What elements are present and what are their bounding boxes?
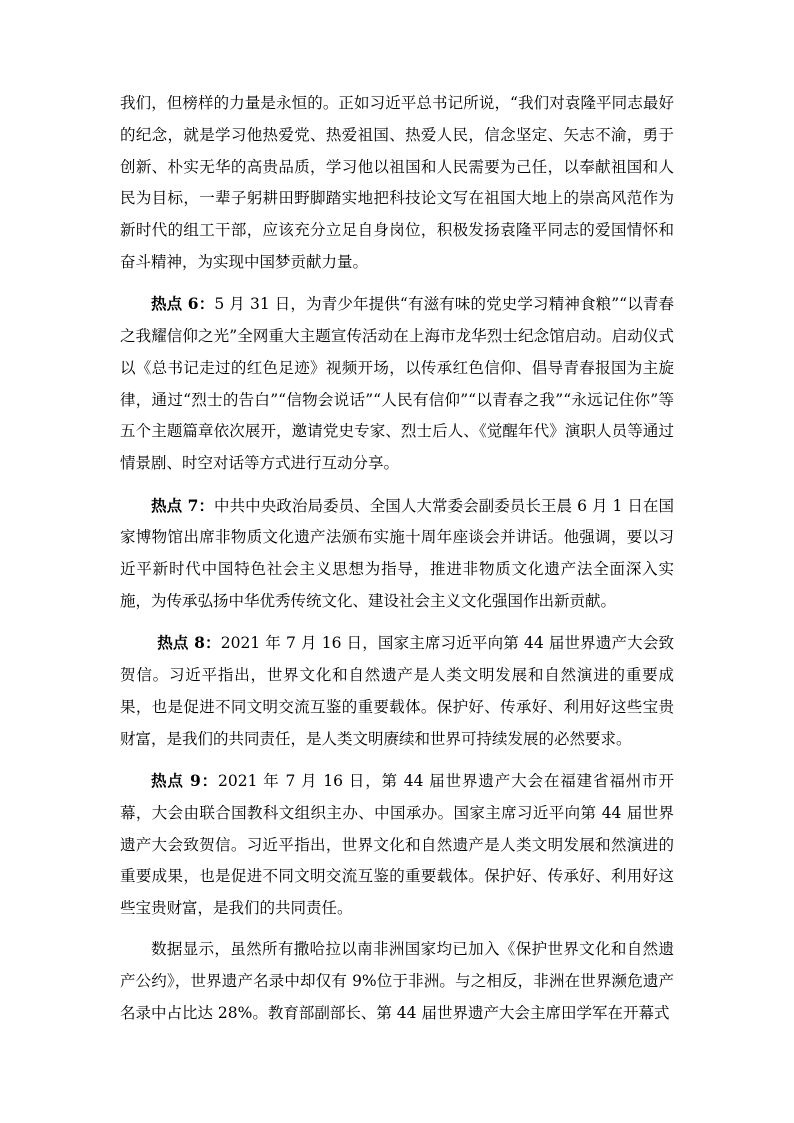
continuation-paragraph bbox=[120, 88, 674, 279]
paragraph-text: 2021 年 7 月 16 日，国家主席习近平向第 44 届世界遗产大会致贺信。习近平指出，世界文化和自然遗产是人类文明发展和自然演进的重要成果，也是促进不同文明交流互鉴的重要载体。保护好、传承好、利用好这些宝贵财富，是我们的共同责任，是人类文明赓续和世界可持续发展的必然要求。 bbox=[120, 634, 674, 748]
paragraph-text: 数据显示，虽然所有撒哈拉以南非洲国家均已加入《保护世界文化和自然遗产公约》，世界遗产名录中却仅有 9%位于非洲。与之相反，非洲在世界濒危遗产名录中占比达 28%。教育部副部长、第 44 届世界遗产大会主席田学军在开幕式 bbox=[120, 940, 674, 1023]
hotspot-6-paragraph bbox=[120, 288, 674, 480]
hotspot-9-label: 热点 9： bbox=[151, 770, 219, 790]
data-paragraph bbox=[120, 934, 674, 1029]
hotspot-8-paragraph bbox=[120, 627, 674, 755]
hotspot-8-label: 热点 8： bbox=[157, 633, 221, 653]
hotspot-9-paragraph bbox=[120, 765, 674, 925]
paragraph-text: 我们，但榜样的力量是永恒的。正如习近平总书记所说，“我们对袁隆平同志最好的纪念，就是学习他热爱党、热爱祖国、热爱人民，信念坚定、矢志不渝，勇于创新、朴实无华的高贵品质，学习他以祖国和人民需要为己任，以奉献祖国和人民为目标，一辈子躬耕田野脚踏实地把科技论文写在祖国大地上的崇高风范作为新时代的组工干部，应该充分立足自身岗位，积极发扬袁隆平同志的爱国情怀和奋斗精神，为实现中国梦贡献力量。 bbox=[120, 94, 674, 271]
hotspot-7-paragraph bbox=[120, 490, 674, 618]
hotspot-6-label: 热点 6： bbox=[151, 294, 215, 314]
paragraph-text: 2021 年 7 月 16 日，第 44 届世界遗产大会在福建省福州市开幕，大会由联合国教科文组织主办、中国承办。国家主席习近平向第 44 届世界遗产大会致贺信。习近平指出，世界文化和自然遗产是人类文明发展和然演进的重要成果，也是促进不同文明交流互鉴的重要载体。保护好、传承好、利用好这些宝贵财富，是我们的共同责任。 bbox=[120, 771, 674, 918]
hotspot-7-label: 热点 7： bbox=[151, 495, 215, 515]
paragraph-text: 中共中央政治局委员、全国人大常委会副委员长王晨 6 月 1 日在国家博物馆出席非物质文化遗产法颁布实施十周年座谈会并讲话。他强调，要以习近平新时代中国特色社会主义思想为指导，推进非物质文化遗产法全面深入实施，为传承弘扬中华优秀传统文化、建设社会主义文化强国作出新贡献。 bbox=[120, 496, 675, 610]
paragraph-text: 5 月 31 日，为青少年提供“有滋有味的党史学习精神食粮”“以青春之我耀信仰之光”全网重大主题宣传活动在上海市龙华烈士纪念馆启动。启动仪式以《总书记走过的红色足迹》视频开场，以传承红色信仰、倡导青春报国为主旋律，通过“烈士的告白”“信物会说话”“人民有信仰”“以青春之我”“永远记住你”等五个主题篇章依次展开，邀请党史专家、烈士后人、《觉醒年代》演职人员等通过情景剧、时空对话等方式进行互动分享。 bbox=[120, 295, 674, 473]
